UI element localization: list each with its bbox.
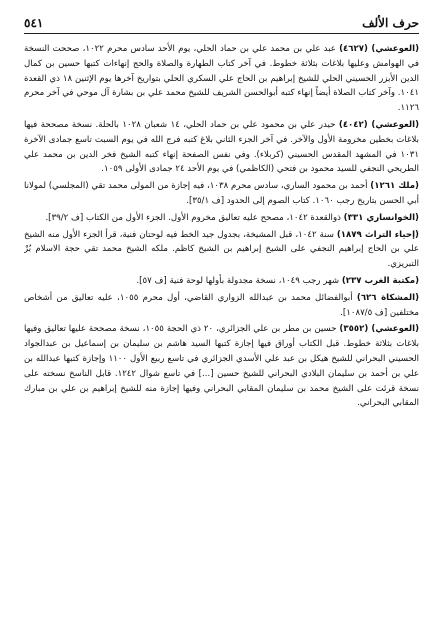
entry-text: سنة ١٠٤٢، قبل المشيخة، بجدول جيد الخط فيه لوحتان فنية، قرأ الجزء الأول منه الشيخ علي بن الحاج إبراهيم النجفي على الشيخ إبراهيم بن الشيخ كاظم. ملكه الشيخ محمد تقي حجة الاسلام بُرْ التبريزي. <box>24 229 419 270</box>
entry-heading: (الخوانساري ٣٣١) <box>343 212 419 223</box>
entry-text: شهر رجب ١٠٤٩، نسخة مجدولة بأولها لوحة فنية [ف ٥٧]. <box>136 275 342 286</box>
entry <box>24 118 419 177</box>
entry <box>24 322 419 411</box>
entry-text: أبوالفضائل محمد بن عبدالله الزواري القاضي، أول محرم ١٠٥٥، عليه تعاليق من أشخاص مختلفين [ف ١٠٨٧/٥]. <box>24 292 419 318</box>
entry-text: ذوالقعدة ١٠٤٢، مصحح عليه تعاليق مخروم الأول. الجزء الأول من الكتاب [ف ٣٩/٢]. <box>45 212 344 223</box>
entry <box>24 291 419 321</box>
entry <box>24 274 419 289</box>
page-number: ٥٤١ <box>24 16 44 30</box>
entry-heading: (المشكاة ٦٢٦) <box>356 292 419 303</box>
section-title: حرف الألف <box>362 16 419 30</box>
entry-heading: (ملك ١٢٦١) <box>370 181 419 192</box>
entry <box>24 42 419 116</box>
page-header <box>24 13 419 33</box>
entry-text: عبد علي بن محمد علي بن حماد الحلي، يوم الأحد سادس محرم ١٠٢٢، صححت النسخة في الهوامش وعليها بلاغات بثلاثة خطوط. في آخر كتاب الطهارة والصلاة والحج إنهاءات كتبها حسين بن كمال الدين الأبزر الحسيني الحلي للشيخ إبراهيم بن الحاج علي السكري الحلي بتواريخ آخرها يوم الإثنين ١٨ ذي القعدة ١٠٤١. وآخر كتاب الصلاة أيضاً إنهاء كتبه أبوالحسن الشريف للشيخ محمد علي بن بشارة آل موحي في آخر محرم ١١٢٦. <box>24 44 419 114</box>
entry-text: أحمد بن محمود الساري، سادس محرم ١٠٣٨، فيه إجازة من المولى محمد تقي (المجلسي) لمولانا أبي الحسن بتاريخ رجب ١٠٦٠. كتاب الصوم إلى الحدود [ف ٣٥/١]. <box>24 181 419 206</box>
entry-text: حسين بن مطر بن علي الجزائري، ٢٠ ذي الحجة ١٠٥٥، نسخة مصححة عليها تعاليق وفيها بلاغات بثلاثة خطوط. قبل الكتاب أوراق فيها إجازة كتبها السيد هاشم بن سليمان بن إسماعيل بن عبدالجواد الحسيني البحراني للشيخ هيكل بن عبد علي الأسدي الجزائري في تاسع ربيع الأول ١١٠٠ وإجازة كتبها عبدالله بن علي بن أحمد بن سليمان البلادي البحراني للشيخ حسين [...] في تاسع شوال ١٢٤٢. قابل الناسخ نسخته على نسخة قرئت على الشيخ محمد بن سليمان المقابي البحراني وفيها إجازة منه للشيخ إبراهيم بن علي بن مبارك المقابي البحراني. <box>24 324 419 409</box>
entry <box>24 211 419 226</box>
entry <box>24 179 419 209</box>
entry-heading: (إحياء التراث ١٨٧٩) <box>336 229 419 240</box>
entry-heading: (مكتبة الغرب ٢٣٧) <box>341 275 419 286</box>
entry-heading: (العوعشي) (٤٦٢٧) <box>339 44 419 54</box>
header-rule <box>24 33 419 34</box>
entry-heading: (العوعشي) (٣٥٥٢) <box>339 324 419 335</box>
entry <box>24 228 419 272</box>
entry-heading: (العوعشي) (٤٠٤٢) <box>338 119 419 130</box>
page-body <box>24 42 419 626</box>
entry-text: حيدر علي بن محمود علي بن حماد الحلي، ١٤ شعبان ١٠٢٨ بالحلة. نسخة مصححة فيها بلاغات بخطين مخرومة الأول والآخر. في آخر الجزء الثاني بلاغ كتبه فرج الله في يوم السبت تاسع جمادى الآخرة ١٠٣١ في المشهد المقدس الحسيني (كربلاء). وفي نفس الصفحة إنهاء كتبه الشيخ فخر الدين بن محمد علي الطريحي النجفي للسيد محمود بن فتحي (الكاظمي) في يوم الأحد ٢٤ جمادى الأولى ١٠٥٩. <box>24 119 419 175</box>
